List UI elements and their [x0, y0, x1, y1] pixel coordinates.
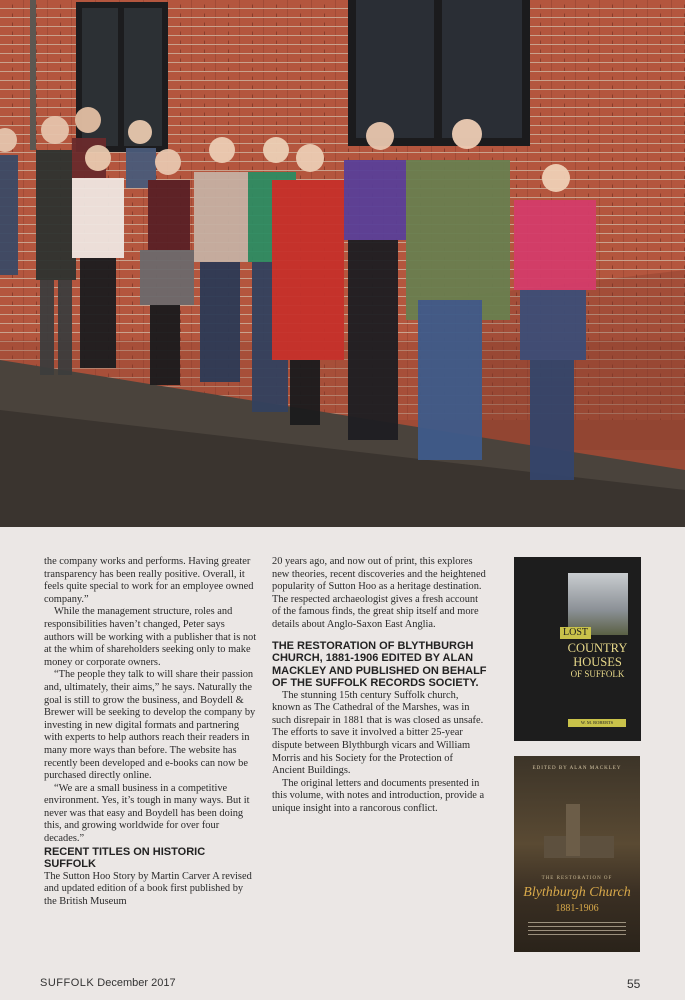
paragraph: While the management structure, roles and responsibilities haven’t changed, Peter says authors will be working with a publisher that is not at the whim of shareholders seeking only to make money or corporate owners. — [44, 606, 257, 668]
book-title: COUNTRY HOUSES — [567, 641, 628, 669]
article-column-2 — [272, 556, 487, 816]
book-title-lost: LOST — [560, 627, 591, 639]
paragraph: 20 years ago, and now out of print, this explores new theories, recent discoveries and the heightened popularity of Sutton Hoo as a heritage destination. The respected archaeologist gives a fresh account of the famous finds, the great ship itself and more details about Anglo-Saxon East Anglia. — [272, 556, 486, 630]
book-author: W. M. ROBERTS — [568, 719, 626, 727]
paragraph: The Sutton Hoo Story by Martin Carver A revised and updated edition of a book first published by the British Museum — [44, 870, 252, 907]
section-heading: THE RESTORATION OF BLYTHBURGH CHURCH, 1881-1906 EDITED BY ALAN MACKLEY AND PUBLISHED ON BEHALF OF THE SUFFOLK RECORDS SOCIETY. — [272, 639, 487, 690]
house-image-icon — [568, 573, 628, 635]
church-tower-icon — [566, 804, 580, 856]
book-subtitle: OF SUFFOLK — [570, 669, 625, 679]
book-years: 1881-1906 — [555, 903, 599, 914]
paragraph: “The people they talk to will share their passion and, ultimately, their aims,” he says. Naturally the goal is still to grow the business, and Boydell & Brewer will be seeking to develop the company by investing in new digital formats and partnering with experts to help authors reach their readers in many more ways than before. The website has recently been developed and e-books can now be purchased directly online. — [44, 669, 256, 782]
paragraph: “We are a small business in a competitive environment. Yes, it’s tough in many ways. But it never was that easy and Boydell has been doing this, and growing worldwide for over four decades.” — [44, 782, 250, 845]
paragraph: The original letters and documents presented in this volume, with notes and introduction, provide a unique insight into a rancorous conflict. — [272, 777, 485, 814]
page-number: 55 — [627, 977, 641, 991]
paragraph: the company works and performs. Having greater transparency has been really positive. Overall, it feels quite special to work for an employee owned company.” — [44, 556, 254, 605]
section-heading: RECENT TITLES ON HISTORIC SUFFOLK — [44, 845, 206, 871]
book-blurb-lines — [528, 922, 626, 936]
footer-magazine — [40, 977, 176, 989]
book-editor: EDITED BY ALAN MACKLEY — [532, 766, 622, 771]
book-title-prefix: THE RESTORATION OF — [541, 876, 613, 881]
issue-date: December 2017 — [97, 977, 176, 989]
book-title: Blythburgh Church — [523, 885, 631, 900]
magazine-name: SUFFOLK — [40, 977, 95, 989]
book-cover-lost-country-houses — [514, 557, 641, 741]
article-column-1 — [44, 556, 257, 908]
book-cover-blythburgh — [514, 756, 640, 952]
paragraph: The stunning 15th century Suffolk church, known as The Cathedral of the Marshes, was in such disrepair in 1881 that is was closed as unsafe. The efforts to save it involved a bitter 25-year dispute between Blythburgh vicars and William Morris and his Society for the Protection of Ancient Buildings. — [272, 689, 484, 777]
